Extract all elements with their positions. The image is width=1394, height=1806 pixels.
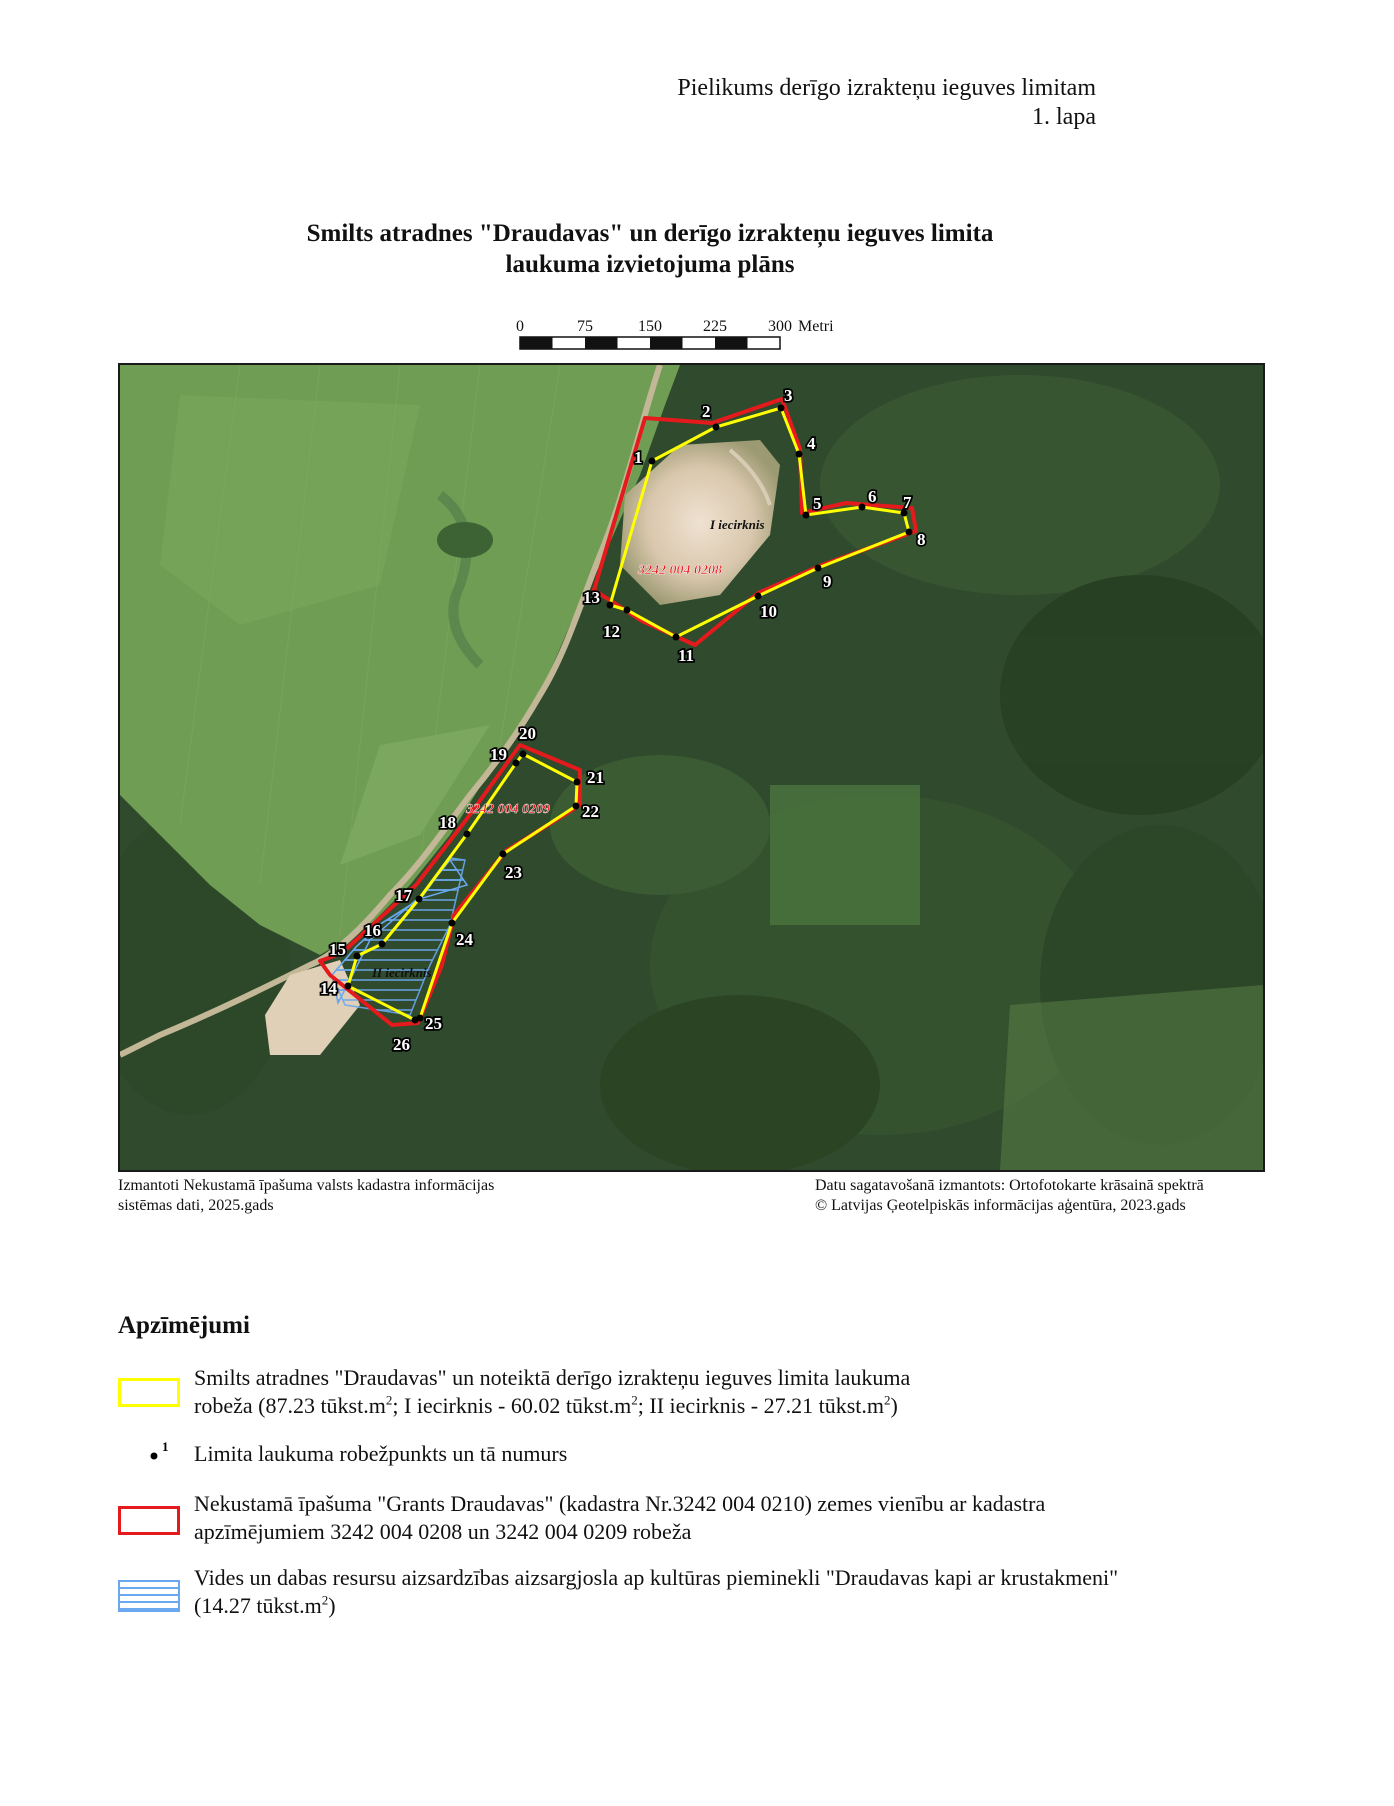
legend-text-limit-part-a: robeža (87.23 tūkst.m xyxy=(194,1393,386,1418)
point-16 xyxy=(379,941,386,948)
scale-bar xyxy=(500,312,860,352)
point-label-7: 7 xyxy=(903,493,912,512)
map-title-line1: Smilts atradnes "Draudavas" un derīgo izrakteņu ieguves limita xyxy=(306,220,994,247)
legend-text-limit-part-d: ) xyxy=(890,1393,898,1418)
clearing xyxy=(770,785,920,925)
point-label-5: 5 xyxy=(813,494,822,513)
point-label-3: 3 xyxy=(784,386,793,405)
document-header xyxy=(677,74,1096,132)
legend-item-property-boundary xyxy=(118,1490,1258,1550)
point-18 xyxy=(464,831,471,838)
point-17 xyxy=(416,896,423,903)
point-label-23: 23 xyxy=(505,863,522,882)
point-1 xyxy=(649,458,656,465)
point-label-25: 25 xyxy=(425,1014,442,1033)
point-label-8: 8 xyxy=(917,530,926,549)
point-10 xyxy=(755,593,762,600)
legend-point-number: 1 xyxy=(162,1440,169,1454)
point-label-9: 9 xyxy=(823,572,832,591)
point-13 xyxy=(607,602,614,609)
legend-text-limit-line2 xyxy=(194,1392,910,1420)
area-label-cadastre2: 3242 004 0209 xyxy=(466,802,550,817)
point-label-19: 19 xyxy=(490,745,507,764)
scale-tick-75: 75 xyxy=(577,318,593,335)
point-11 xyxy=(673,634,680,641)
point-12 xyxy=(624,607,631,614)
clearing-2 xyxy=(1000,985,1263,1170)
point-20 xyxy=(520,751,527,758)
sup-squared: 2 xyxy=(385,1392,393,1408)
legend-text-protection-line2 xyxy=(194,1592,1118,1620)
legend-text-protection-part-a: (14.27 tūkst.m xyxy=(194,1593,322,1618)
sup-squared: 2 xyxy=(884,1392,891,1408)
point-label-24: 24 xyxy=(456,930,473,949)
point-label-11: 11 xyxy=(678,646,695,665)
legend-text-protection-line1: Vides un dabas resursu aizsardzības aizsargjosla ap kultūras pieminekli "Draudavas kapi ar krustakmeni" xyxy=(194,1565,1119,1590)
credit-cadastre xyxy=(118,1176,494,1216)
legend-swatch-red xyxy=(118,1506,180,1535)
point-4 xyxy=(796,451,803,458)
point-label-15: 15 xyxy=(329,940,346,959)
legend-text-limit-part-b: ; I iecirknis - 60.02 tūkst.m xyxy=(392,1393,632,1418)
area-label-section2: II iecirknis xyxy=(372,965,432,980)
credit-orthophoto xyxy=(815,1176,1204,1216)
sup-squared: 2 xyxy=(321,1592,329,1608)
point-2 xyxy=(713,424,720,431)
header-annex-title: Pielikums derīgo izrakteņu ieguves limitam xyxy=(677,75,1096,101)
scale-tick-0: 0 xyxy=(516,318,524,335)
legend-swatch-yellow xyxy=(118,1378,180,1407)
point-label-17: 17 xyxy=(395,886,412,905)
point-label-14: 14 xyxy=(320,979,337,998)
point-label-2: 2 xyxy=(702,402,711,421)
point-15 xyxy=(354,953,361,960)
legend-text-protection-part-b: ) xyxy=(328,1593,336,1618)
point-26 xyxy=(412,1017,419,1024)
point-3 xyxy=(778,405,785,412)
scale-tick-150: 150 xyxy=(638,318,662,335)
legend-text-limit-line1: Smilts atradnes "Draudavas" un noteiktā derīgo izrakteņu ieguves limita laukuma xyxy=(194,1365,911,1390)
point-22 xyxy=(573,803,580,810)
legend-text-property-line2: apzīmējumiem 3242 004 0208 un 3242 004 0209 robeža xyxy=(194,1519,692,1544)
orthophoto-map xyxy=(118,363,1265,1172)
point-label-4: 4 xyxy=(807,434,816,453)
point-label-22: 22 xyxy=(582,802,599,821)
point-label-16: 16 xyxy=(364,921,381,940)
tree-clump xyxy=(437,522,493,558)
legend-text-limit xyxy=(194,1364,910,1420)
legend-text-point: Limita laukuma robežpunkts un tā numurs xyxy=(194,1441,568,1466)
legend-item-protection-zone xyxy=(118,1564,1258,1624)
map-title-line2: laukuma izvietojuma plāns xyxy=(505,251,795,278)
point-label-12: 12 xyxy=(603,622,620,641)
point-14 xyxy=(345,983,352,990)
credit-left-line1: Izmantoti Nekustamā īpašuma valsts kadastra informācijas xyxy=(118,1177,495,1194)
point-21 xyxy=(574,779,581,786)
legend-point-symbol xyxy=(146,1440,186,1468)
point-23 xyxy=(500,851,507,858)
point-9 xyxy=(815,565,822,572)
area-label-section1: I iecirknis xyxy=(710,517,765,532)
sup-squared: 2 xyxy=(631,1392,638,1408)
area-label-cadastre1: 3242 004 0208 xyxy=(638,563,722,578)
point-label-20: 20 xyxy=(519,724,536,743)
legend-swatch-hatch xyxy=(118,1580,180,1612)
legend-text-property-line1: Nekustamā īpašuma "Grants Draudavas" (kadastra Nr.3242 004 0210) zemes vienību ar kadastra xyxy=(194,1491,1046,1516)
scale-bar-segments xyxy=(520,337,780,349)
point-label-13: 13 xyxy=(583,588,600,607)
credit-right-line1: Datu sagatavošanā izmantots: Ortofotokarte krāsainā spektrā xyxy=(815,1177,1204,1194)
legend-text-property xyxy=(194,1490,1045,1546)
point-8 xyxy=(906,529,913,536)
point-6 xyxy=(859,504,866,511)
point-label-10: 10 xyxy=(760,602,777,621)
point-label-1: 1 xyxy=(634,448,643,467)
credit-left-line2: sistēmas dati, 2025.gads xyxy=(118,1197,274,1214)
legend-item-limit-boundary xyxy=(118,1364,1258,1424)
header-page-number: 1. lapa xyxy=(1032,104,1096,130)
scale-tick-225: 225 xyxy=(703,318,727,335)
point-label-6: 6 xyxy=(868,487,877,506)
point-label-21: 21 xyxy=(587,768,604,787)
legend-text-protection xyxy=(194,1564,1118,1620)
point-label-18: 18 xyxy=(439,813,456,832)
point-19 xyxy=(513,760,520,767)
legend-text-limit-part-c: ; II iecirknis - 27.21 tūkst.m xyxy=(637,1393,885,1418)
point-label-26: 26 xyxy=(393,1035,410,1054)
legend-title: Apzīmējumi xyxy=(118,1312,250,1339)
map-title xyxy=(220,218,1080,280)
credit-right-line2: © Latvijas Ģeotelpiskās informācijas aģentūra, 2023.gads xyxy=(815,1197,1186,1214)
legend-item-boundary-point xyxy=(118,1440,1258,1472)
scale-tick-300: 300 xyxy=(768,318,792,335)
point-24 xyxy=(449,920,456,927)
scale-unit: Metri xyxy=(798,318,834,335)
point-5 xyxy=(803,512,810,519)
